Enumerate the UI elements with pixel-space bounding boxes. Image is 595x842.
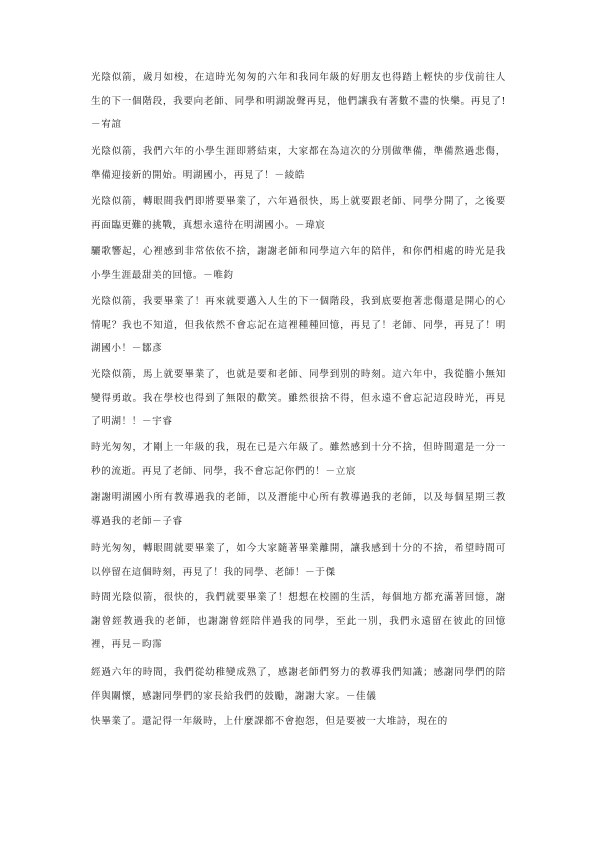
farewell-paragraph: 時間光陰似箭，很快的，我們就要畢業了！想想在校園的生活，每個地方都充滿著回憶，謝謝曾經教過我的老師，也謝謝曾經陪伴過我的同學，至此一別，我們永遠留在彼此的回憶裡，再見－昀霈 bbox=[91, 592, 506, 650]
farewell-paragraph: 時光匆匆，轉眼間就要畢業了，如今大家隨著畢業離開，讓我感到十分的不捨，希望時間可以停留在這個時刻，再見了！我的同學、老師！－于傑 bbox=[91, 543, 506, 578]
farewell-paragraph: 時光匆匆，才剛上一年級的我，現在已是六年級了。雖然感到十分不捨，但時間還是一分一秒的流逝。再見了老師、同學，我不會忘記你們的！－立宸 bbox=[91, 442, 506, 477]
farewell-paragraph: 光陰似箭，馬上就要畢業了，也就是要和老師、同學到別的時刻。這六年中，我從膽小無知變得勇敢。我在學校也得到了無限的歡笑。雖然很捨不得，但永遠不會忘記這段時光，再見了明湖！！－宇睿 bbox=[91, 369, 506, 427]
farewell-paragraph: 光陰似箭，轉眼間我們即將要畢業了，六年過很快，馬上就要跟老師、同學分開了，之後要再面臨更難的挑戰，真想永遠待在明湖國小。－瑋宸 bbox=[91, 196, 506, 231]
farewell-paragraph: 光陰似箭，歲月如梭，在這時光匆匆的六年和我同年級的好朋友也得踏上輕快的步伐前往人生的下一個階段，我要向老師、同學和明湖說聲再見，他們讓我有著數不盡的快樂。再見了!－宥誼 bbox=[91, 72, 506, 130]
farewell-paragraph: 驪歌響起，心裡感到非常依依不捨，謝謝老師和同學這六年的陪伴，和你們相處的時光是我小學生涯最甜美的回憶。－唯鈞 bbox=[91, 246, 506, 281]
farewell-paragraph-continued: 快畢業了。還記得一年級時，上什麼課都不會抱怨，但是要被一大堆詩，現在的 bbox=[91, 716, 448, 727]
farewell-paragraph: 謝謝明湖國小所有教導過我的老師，以及潛能中心所有教導過我的老師，以及每個星期三教導過我的老師－子睿 bbox=[91, 492, 506, 527]
farewell-paragraph: 光陰似箭，我們六年的小學生涯即將結束，大家都在為這次的分別做準備，準備熬過悲傷，準備迎接新的開始。明湖國小，再見了！－綾皓 bbox=[91, 146, 506, 181]
farewell-paragraph: 光陰似箭，我要畢業了！再來就要邁入人生的下一個階段，我到底要抱著悲傷還是開心的心情呢？我也不知道，但我依然不會忘記在這裡種種回憶，再見了！老師、同學，再見了！明湖國小！－鄒彥 bbox=[91, 296, 506, 354]
farewell-paragraph: 經過六年的時間，我們從幼稚變成熟了，感謝老師們努力的教導我們知識；感謝同學們的陪伴與關懷，感謝同學們的家長給我們的鼓勵，謝謝大家。－佳儀 bbox=[91, 667, 506, 702]
